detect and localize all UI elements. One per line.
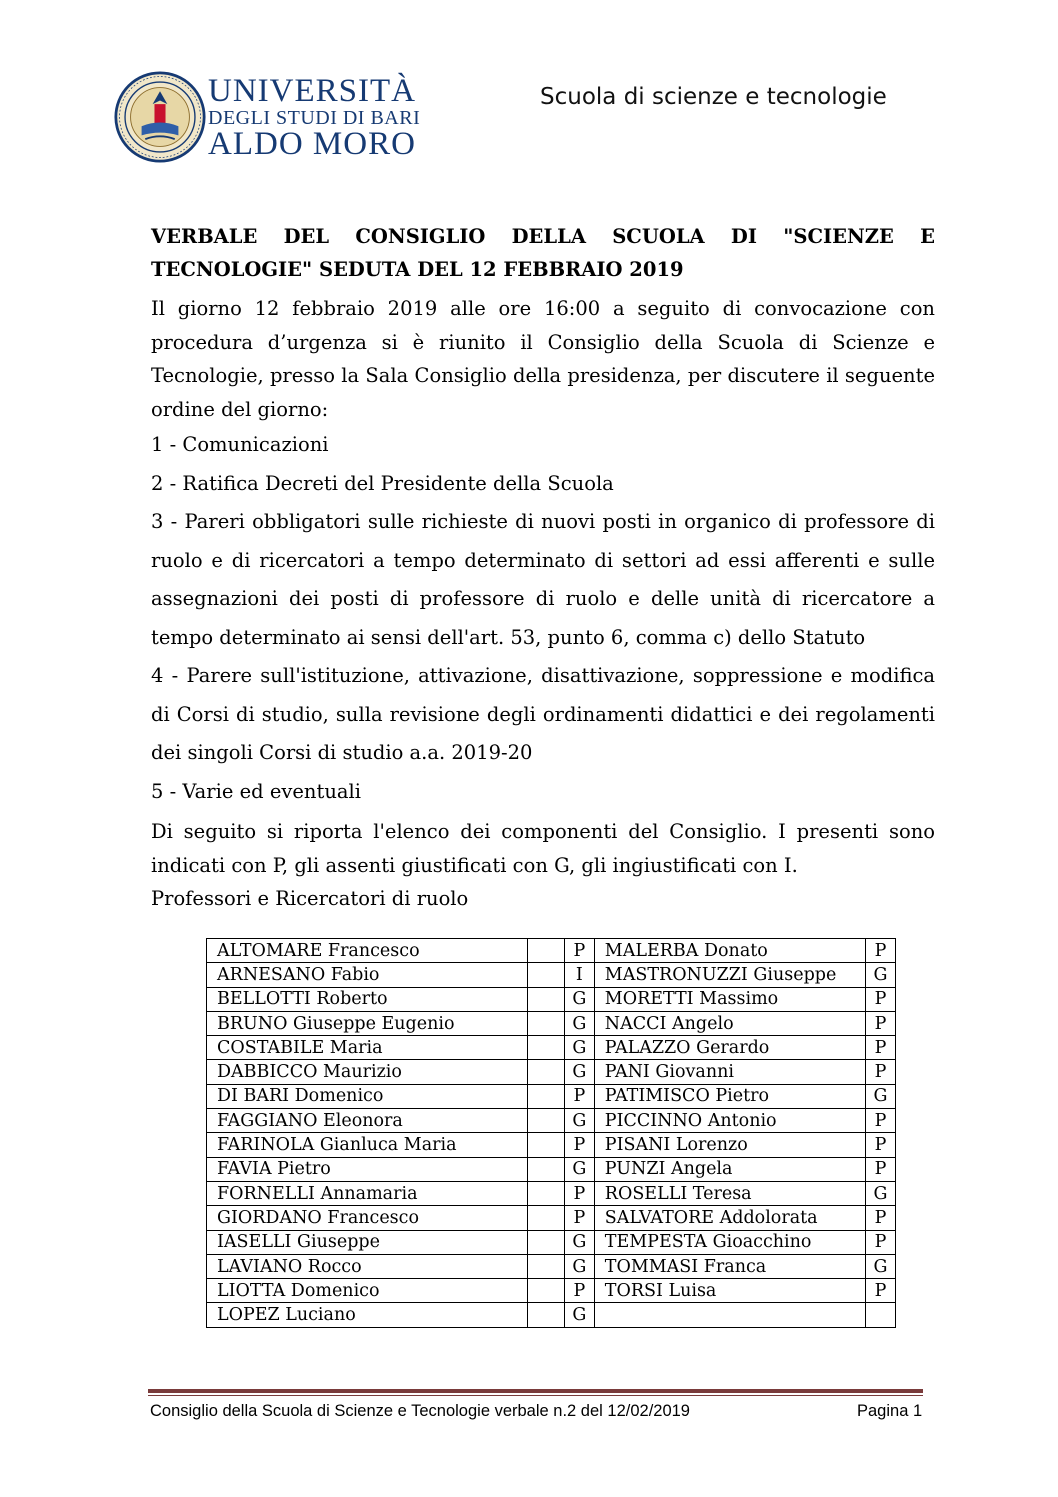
- footer-caption: Consiglio della Scuola di Scienze e Tecnologie verbale n.2 del 12/02/2019: [150, 1402, 690, 1420]
- member-status: G: [564, 1011, 594, 1035]
- member-status: P: [866, 1157, 896, 1181]
- member-name: PICCINNO Antonio: [594, 1109, 865, 1133]
- member-name: ROSELLI Teresa: [594, 1181, 865, 1205]
- member-name: DI BARI Domenico: [207, 1084, 528, 1108]
- member-name: MALERBA Donato: [594, 939, 865, 963]
- table-row: [207, 1206, 896, 1230]
- member-status: G: [866, 963, 896, 987]
- member-name: ALTOMARE Francesco: [207, 939, 528, 963]
- empty-cell: [527, 1230, 564, 1254]
- member-name: FARINOLA Gianluca Maria: [207, 1133, 528, 1157]
- attendance-note: Di seguito si riporta l'elenco dei componenti del Consiglio. I presenti sono indicati con P, gli assenti giustificati con G, gli ingiustificati con I.: [151, 820, 935, 877]
- empty-cell: [527, 939, 564, 963]
- member-status: P: [564, 1084, 594, 1108]
- member-status: P: [866, 1279, 896, 1303]
- member-name: PALAZZO Gerardo: [594, 1036, 865, 1060]
- table-row: [207, 939, 896, 963]
- member-name: PISANI Lorenzo: [594, 1133, 865, 1157]
- empty-cell: [527, 1303, 564, 1327]
- member-status: G: [564, 1109, 594, 1133]
- member-status: G: [564, 1060, 594, 1084]
- member-name: COSTABILE Maria: [207, 1036, 528, 1060]
- table-row: [207, 987, 896, 1011]
- empty-cell: [527, 1133, 564, 1157]
- member-name: FORNELLI Annamaria: [207, 1181, 528, 1205]
- table-row: [207, 1303, 896, 1327]
- university-logotype: [208, 73, 421, 162]
- table-row: [207, 1133, 896, 1157]
- empty-cell: [527, 1181, 564, 1205]
- member-status: G: [866, 1084, 896, 1108]
- member-name: LOPEZ Luciano: [207, 1303, 528, 1327]
- member-name: PANI Giovanni: [594, 1060, 865, 1084]
- member-name: TOMMASI Franca: [594, 1254, 865, 1278]
- table-row: [207, 1011, 896, 1035]
- footer-rule: [148, 1389, 923, 1393]
- empty-cell: [527, 1254, 564, 1278]
- member-status: G: [564, 987, 594, 1011]
- member-status: P: [866, 1133, 896, 1157]
- agenda-item-1: 1 - Comunicazioni: [151, 433, 329, 456]
- table-row: [207, 1254, 896, 1278]
- page-header: [0, 0, 1058, 180]
- member-name: BRUNO Giuseppe Eugenio: [207, 1011, 528, 1035]
- member-status: P: [866, 1060, 896, 1084]
- member-name: LIOTTA Domenico: [207, 1279, 528, 1303]
- member-name: IASELLI Giuseppe: [207, 1230, 528, 1254]
- intro-paragraph: Il giorno 12 febbraio 2019 alle ore 16:00 a seguito di convocazione con procedura d’urgenza si è riunito il Consiglio della Scuola di Scienze e Tecnologie, presso la Sala Consiglio della presidenza, per discutere il seguente ordine del giorno:: [151, 297, 935, 421]
- member-name: BELLOTTI Roberto: [207, 987, 528, 1011]
- table-row: [207, 1036, 896, 1060]
- member-status: P: [564, 1133, 594, 1157]
- member-name: FAVIA Pietro: [207, 1157, 528, 1181]
- empty-cell: [527, 987, 564, 1011]
- member-name: LAVIANO Rocco: [207, 1254, 528, 1278]
- member-status: P: [564, 1181, 594, 1205]
- member-name: PUNZI Angela: [594, 1157, 865, 1181]
- empty-cell: [527, 1060, 564, 1084]
- member-name: [594, 1303, 865, 1327]
- empty-cell: [527, 1011, 564, 1035]
- table-row: [207, 1109, 896, 1133]
- agenda-item-4: 4 - Parere sull'istituzione, attivazione, disattivazione, soppressione e modifica di Corsi di studio, sulla revisione degli ordinamenti didattici e dei regolamenti dei singoli Corsi di studio a.a. 2019-20: [151, 664, 935, 764]
- logo-line-2: DEGLI STUDI DI BARI: [208, 107, 421, 129]
- empty-cell: [527, 1084, 564, 1108]
- table-row: [207, 1181, 896, 1205]
- member-status: P: [866, 1011, 896, 1035]
- member-status: G: [564, 1254, 594, 1278]
- member-status: P: [866, 1230, 896, 1254]
- member-status: G: [866, 1254, 896, 1278]
- table-row: [207, 1230, 896, 1254]
- table-row: [207, 1279, 896, 1303]
- member-status: P: [564, 1279, 594, 1303]
- member-name: FAGGIANO Eleonora: [207, 1109, 528, 1133]
- member-status: I: [564, 963, 594, 987]
- document-title: VERBALE DEL CONSIGLIO DELLA SCUOLA DI "SCIENZE E TECNOLOGIE" SEDUTA DEL 12 FEBBRAIO 2019: [151, 225, 935, 281]
- table-row: [207, 1060, 896, 1084]
- member-name: PATIMISCO Pietro: [594, 1084, 865, 1108]
- member-status: G: [564, 1230, 594, 1254]
- member-status: P: [866, 1036, 896, 1060]
- member-status: P: [866, 939, 896, 963]
- member-status: G: [866, 1181, 896, 1205]
- member-name: TEMPESTA Gioacchino: [594, 1230, 865, 1254]
- member-status: G: [564, 1036, 594, 1060]
- school-name: Scuola di scienze e tecnologie: [540, 84, 887, 110]
- empty-cell: [527, 1206, 564, 1230]
- page-number: Pagina 1: [857, 1402, 923, 1420]
- logo-line-3: ALDO MORO: [208, 126, 416, 162]
- empty-cell: [527, 1157, 564, 1181]
- member-name: NACCI Angelo: [594, 1011, 865, 1035]
- table-row: [207, 1084, 896, 1108]
- empty-cell: [527, 1036, 564, 1060]
- footer-rule-thin: [148, 1395, 923, 1396]
- member-name: ARNESANO Fabio: [207, 963, 528, 987]
- empty-cell: [527, 963, 564, 987]
- member-status: [866, 1303, 896, 1327]
- agenda-item-3: 3 - Pareri obbligatori sulle richieste di nuovi posti in organico di professore di ruolo e di ricercatori a tempo determinato di settori ad essi afferenti e sulle assegnazioni dei posti di professore di ruolo e delle unità di ricercatore a tempo determinato ai sensi dell'art. 53, punto 6, comma c) dello Statuto: [151, 510, 935, 649]
- member-status: G: [564, 1303, 594, 1327]
- member-name: MASTRONUZZI Giuseppe: [594, 963, 865, 987]
- document-body: [151, 220, 935, 916]
- agenda-item-5: 5 - Varie ed eventuali: [151, 779, 361, 803]
- member-status: P: [564, 1206, 594, 1230]
- university-seal-icon: [114, 71, 206, 163]
- member-status: P: [866, 987, 896, 1011]
- table-row: [207, 963, 896, 987]
- member-name: MORETTI Massimo: [594, 987, 865, 1011]
- agenda-item-2: 2 - Ratifica Decreti del Presidente della Scuola: [151, 471, 614, 495]
- member-name: GIORDANO Francesco: [207, 1206, 528, 1230]
- member-name: SALVATORE Addolorata: [594, 1206, 865, 1230]
- member-name: DABBICCO Maurizio: [207, 1060, 528, 1084]
- logo-line-1: UNIVERSITÀ: [208, 73, 416, 109]
- member-status: P: [866, 1109, 896, 1133]
- member-name: TORSI Luisa: [594, 1279, 865, 1303]
- members-table: [206, 938, 896, 1328]
- empty-cell: [527, 1279, 564, 1303]
- empty-cell: [527, 1109, 564, 1133]
- member-status: P: [866, 1206, 896, 1230]
- section-label: Professori e Ricercatori di ruolo: [151, 887, 469, 910]
- member-status: P: [564, 939, 594, 963]
- table-row: [207, 1157, 896, 1181]
- member-status: G: [564, 1157, 594, 1181]
